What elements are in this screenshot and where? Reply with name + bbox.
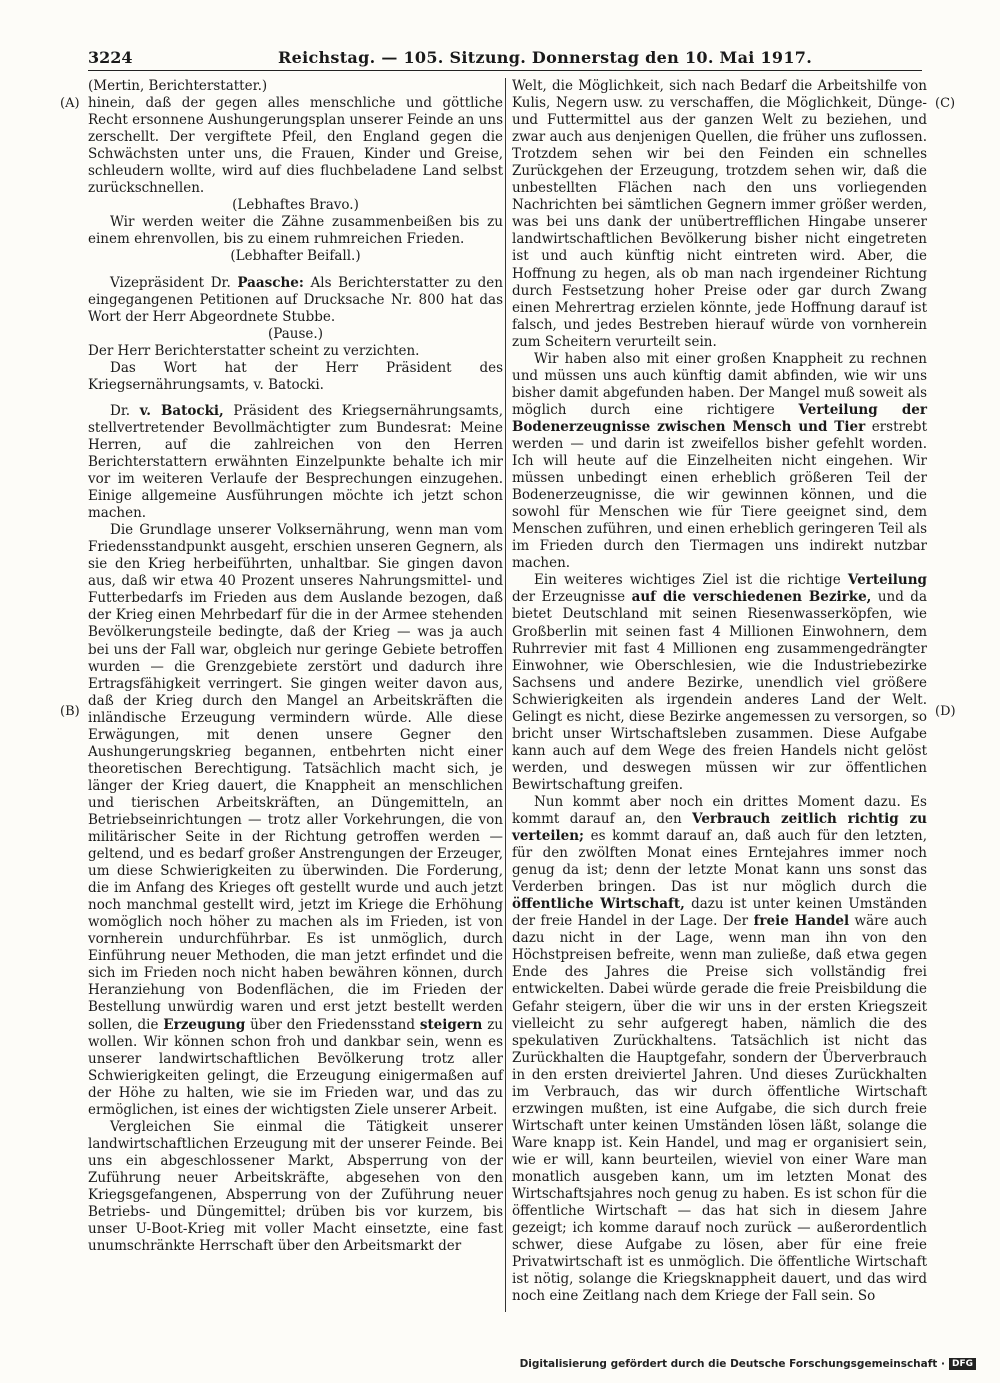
reaction: (Lebhaftes Bravo.)	[232, 197, 359, 214]
speaker-name: Paasche:	[237, 274, 304, 291]
paragraph: Wir werden weiter die Zähne zusammenbeißen bis zu einem ehrenvollen, bis zu einem ruhmreichen Frieden.	[88, 214, 503, 248]
margin-marker-a: (A)	[60, 96, 80, 111]
paragraph: Die Grundlage unserer Volksernährung, wenn man vom Friedensstandpunkt ausgeht, erschien unseren Gegnern, als sie den Krieg herbeiführten, unhaltbar. Sie gingen davon aus, daß wir etwa 40 Prozent unseres Nahrungsmittel- und Futterbedarfs im Frieden aus dem Auslande bezogen, daß der Krieg einen Mehrbedarf für die in der Armee stehenden Bevölkerungsteile bedingte, daß der Krieg — was ja auch bei uns der Fall war, obgleich nur geringe Gebiete betroffen wurden — die Grenzgebiete zerstört und dadurch ihre Ertragsfähigkeit verringert. Sie gingen weiter davon aus, daß der Krieg durch den Mangel an Arbeitskräften die inländische Erzeugung vermindern würde. Alle diese Erwägungen, mit denen unsere Gegner den Aushungerungskrieg begannen, entbehrten nicht einer theoretischen Berechtigung. Tatsächlich macht sich, je länger der Krieg dauert, die Knappheit an menschlichen und tierischen Arbeitskräften, an Düngemitteln, an Betriebseinrichtungen — trotz aller Vorkehrungen, die von militärischer Seite in der Richtung getroffen werden — geltend, und es bedarf großer Anstrengungen der Erzeuger, um diese Schwierigkeiten zu überwinden. Die Forderung, die im Anfang des Krieges oft gestellt wurde und auch jetzt noch manchmal gestellt wird, jetzt im Kriege die Erhöhung womöglich noch höher zu machen als im Frieden, ist von vornherein undurchführbar. Es ist unmöglich, durch Einführung neuer Methoden, die man jetzt erfindet und die sich im Frieden noch nicht haben bewähren können, durch Heranziehung von Bodenflächen, die im Frieden der Bestellung unwürdig waren und erst jetzt bestellt werden sollen, die Erzeugung über den Friedensstand steigern zu wollen. Wir können schon froh und dankbar sein, wenn es unserer landwirtschaftlichen Bevölkerung trotz aller Schwierigkeiten gelingt, die Erzeugung einigermaßen auf der Höhe zu halten, wie sie im Frieden war, und das zu ermöglichen, ist eines der wichtigsten Ziele unserer Arbeit.	[88, 522, 504, 1118]
running-title: Reichstag. — 105. Sitzung. Donnerstag den 10. Mai 1917.	[278, 48, 813, 67]
paragraph: Das Wort hat der Herr Präsident des Kriegsernährungsamts, v. Batocki.	[88, 359, 503, 393]
reaction: (Pause.)	[268, 325, 323, 342]
footer-text: Digitalisierung gefördert durch die Deutsche Forschungsgemeinschaft ·	[519, 1358, 945, 1370]
paragraph: Ein weiteres wichtiges Ziel ist die richtige Verteilung der Erzeugnisse auf die verschiedenen Bezirke, und da bietet Deutschland mit seinen Riesenwasserköpfen, wie Großberlin mit seinen fast 4 Millionen Einwohnern, dem Ruhrrevier mit fast 4 Millionen eng zusammengedrängter Einwohner, wie Oberschlesien, wie die Industriebezirke Sachsens und andere Bezirke, unendlich viel größere Schwierigkeiten als irgendein anderes Land der Welt. Gelingt es nicht, diese Bezirke angemessen zu versorgen, so bricht unser Wirtschaftsleben zusammen. Diese Aufgabe kann auch auf dem Wege des freien Handels nicht gelöst werden, und deswegen müssen wir zur öffentlichen Bewirtschaftung greifen.	[512, 572, 928, 793]
page-header	[88, 48, 922, 71]
margin-marker-b: (B)	[60, 704, 80, 719]
dfg-logo: DFG	[949, 1358, 976, 1370]
paragraph: Vizepräsident Dr. Paasche: Als Berichterstatter zu den eingegangenen Petitionen auf Drucksache Nr. 800 hat das Wort der Herr Abgeordnete Stubbe.	[88, 274, 503, 325]
speaker-note: (Mertin, Berichterstatter.)	[88, 78, 268, 94]
right-column	[512, 78, 927, 1305]
paragraph: Wir haben also mit einer großen Knappheit zu rechnen und müssen uns auch künftig damit abfinden, wie wir uns bisher damit abgefunden haben. Der Mangel muß soweit als möglich durch eine richtigere Verteilung der Bodenerzeugnisse zwischen Mensch und Tier erstrebt werden — und darin ist zweifellos bisher gefehlt worden. Ich will heute auf die Einzelheiten nicht eingehen. Wir müssen unbedingt einen erheblich größeren Teil der Bodenerzeugnisse, die wir gewinnen können, und die sowohl für Menschen wie für Tiere geeignet sind, dem Menschen zuführen, und einen erheblich geringeren Teil als im Frieden durch den Tiermagen uns indirekt nutzbar machen.	[512, 350, 927, 572]
paragraph: Nun kommt aber noch ein drittes Moment dazu. Es kommt darauf an, den Verbrauch zeitlich richtig zu verteilen; es kommt darauf an, daß auch für den letzten, für den zwölften Monat eines Erntejahres immer noch genug da ist; denn der letzte Monat kann uns sonst das Verderben bringen. Das ist nur möglich durch die öffentliche Wirtschaft, dazu ist unter keinen Umständen der freie Handel in der Lage. Der freie Handel wäre auch dazu nicht in der Lage, wenn man ihn von den Höchstpreisen befreite, wenn man zuließe, daß etwa gegen Ende des Jahres die Preise sich vollständig frei entwickelten. Dabei würde gerade die freie Preisbildung die Gefahr steigern, über die wir uns in der ersten Kriegszeit vielleicht zu sehr aufgeregt haben, nämlich die des spekulativen Zurückhaltens. Tatsächlich ist nicht das Zurückhalten die Hauptgefahr, sondern der Überverbrauch in den ersten dreiviertel Jahren. Und dieses Zurückhalten im Verbrauch, das wir durch öffentliche Wirtschaft erzwingen mußten, ist eine Aufgabe, die sich durch freie Wirtschaft unter keinen Umständen lösen läßt, solange die Ware knapp ist. Kein Handel, und mag er organisiert sein, wie er will, kann beurteilen, wieviel von einer Ware man monatlich ausgeben kann, um im letzten Monat des Wirtschaftsjahres noch genug zu haben. Es ist schon für die öffentliche Wirtschaft — das hat sich in diesem Jahre gezeigt; ich komme darauf noch zurück — außerordentlich schwer, diese Aufgabe zu lösen, aber für eine freie Privatwirtschaft ist es unmöglich. Die öffentliche Wirtschaft ist nötig, solange die Kriegsknappheit dauert, und das wird noch eine Zeitlang nach dem Kriege der Fall sein. So	[512, 793, 927, 1305]
page-number: 3224	[88, 48, 133, 67]
speaker-name: v. Batocki,	[139, 402, 224, 419]
column-divider	[505, 78, 506, 1312]
left-column	[88, 78, 503, 1255]
digitization-footer	[520, 1358, 976, 1370]
margin-marker-d: (D)	[935, 704, 956, 719]
reaction: (Lebhafter Beifall.)	[230, 248, 361, 265]
paragraph: Dr. v. Batocki, Präsident des Kriegsernährungsamts, stellvertretender Bevollmächtigter zum Bundesrat: Meine Herren, auf die zahlreichen von den Herren Berichterstattern erwähnten Einzelpunkte behalte ich mir vor im weiteren Verlaufe der Besprechungen einzugehen. Einige allgemeine Ausführungen möchte ich jetzt schon machen.	[88, 402, 503, 522]
paragraph: hinein, daß der gegen alles menschliche und göttliche Recht ersonnene Aushungerungsplan unserer Feinde an uns zerschellt. Der vergiftete Pfeil, den England gegen die Schwächsten unter uns, die Frauen, Kinder und Greise, schleudern wollte, wird auf dies fluchbeladene Land selbst zurückschnellen.	[88, 95, 503, 197]
margin-marker-c: (C)	[935, 96, 956, 111]
paragraph: Vergleichen Sie einmal die Tätigkeit unserer landwirtschaftlichen Erzeugung mit der unserer Feinde. Bei uns ein abgeschlossener Markt, Absperrung von der Zuführung neuer Arbeitskräfte, abgesehen von den Kriegsgefangenen, Absperrung von der Zuführung neuer Betriebs- und Düngemittel; drüben bis vor kurzem, bis unser U-Boot-Krieg mit voller Macht einsetzte, eine fast unumschränkte Herrschaft über den Arbeitsmarkt der	[88, 1118, 503, 1255]
paragraph: Welt, die Möglichkeit, sich nach Bedarf die Arbeitshilfe von Kulis, Negern usw. zu verschaffen, die Möglichkeit, Dünge- und Futtermittel aus der ganzen Welt zu beziehen, und zwar auch aus denjenigen Quellen, die früher uns zuflossen. Trotzdem sehen wir bei den Feinden ein schnelles Zurückgehen der Erzeugung, trotzdem sehen wir, daß die unbestellten Flächen nach den uns vorliegenden Nachrichten bei sämtlichen Gegnern immer größer werden, was bei uns dank der unübertrefflichen Hingabe unserer landwirtschaftlichen Bevölkerung bisher nicht eingetreten ist und auch künftig nicht eintreten wird. Aber, die Hoffnung zu hegen, als ob man nach irgendeiner Richtung durch Festsetzung hoher Preise oder gar durch Zwang einen Mehrertrag erzielen könnte, jede Hoffnung darauf ist falsch, und jedes Bestreben hierauf würde von vornherein zum Scheitern verurteilt sein.	[512, 78, 927, 350]
paragraph: Der Herr Berichterstatter scheint zu verzichten.	[88, 342, 420, 359]
